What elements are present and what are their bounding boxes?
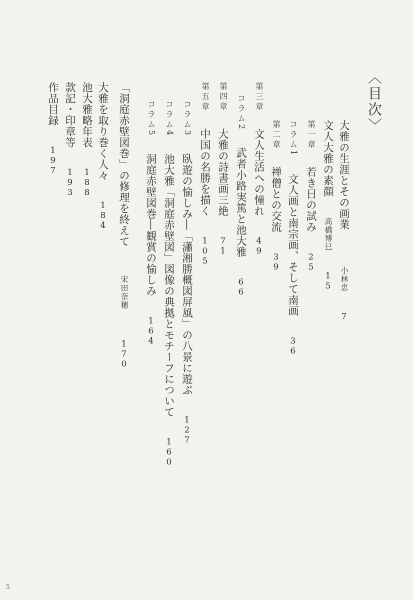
entry-author: 小林忠 (340, 266, 349, 292)
entry-title: 大雅を取り巻く人々 (97, 82, 109, 181)
toc-entry (268, 120, 284, 272)
entry-kind: コラム2 (237, 94, 246, 132)
entry-title: 池大雅略年表 (81, 82, 93, 148)
entry-kind: 第一章 (307, 120, 316, 150)
entry-kind: 第二章 (272, 120, 281, 150)
entry-title: 洞庭赤壁図巻―観賞の愉しみ (145, 153, 157, 297)
toc-entry (215, 82, 231, 256)
entry-title: 臥遊の愉しみ―「瀟湘勝概図屏風」の八景に遊ぶ (181, 153, 193, 396)
entry-title: 武者小路実篤と池大雅 (235, 147, 247, 258)
page-number: 5 (6, 584, 10, 591)
entry-title: 文人大雅の素顔 (322, 120, 334, 197)
toc-entry (79, 82, 95, 198)
entry-page: 197 (48, 146, 58, 177)
entry-kind: コラム1 (289, 120, 298, 158)
entry-page: 127 (182, 415, 192, 446)
entry-title: 大雅の詩書画三絶 (217, 128, 229, 217)
toc-entry (233, 94, 249, 297)
entry-title: 作品目録 (47, 82, 59, 126)
toc-entry (179, 100, 195, 445)
entry-page: 49 (254, 236, 264, 257)
entry-kind: コラム5 (147, 100, 156, 138)
entry-page: 71 (218, 236, 228, 257)
entry-page: 25 (306, 252, 316, 273)
toc-entry (336, 120, 352, 322)
entry-kind: 第四章 (219, 82, 228, 112)
toc-entry (197, 82, 213, 266)
toc-entry (161, 100, 177, 467)
toc-entry (285, 120, 301, 356)
entry-page: 15 (323, 271, 333, 292)
entry-page: 188 (82, 168, 92, 199)
entry-page: 193 (65, 168, 75, 199)
entry-page: 7 (339, 311, 349, 322)
entry-page: 170 (119, 339, 129, 370)
entry-title: 文人画と南宗画、そして南画 (287, 173, 299, 317)
toc-entry (116, 82, 132, 369)
entry-kind: 第五章 (201, 82, 210, 112)
entry-kind: 第三章 (255, 82, 264, 112)
entry-page: 36 (288, 336, 298, 357)
entry-title: 款記・印章等 (64, 82, 76, 148)
entry-title: 禅僧との交流 (270, 166, 282, 233)
toc-entry (143, 100, 159, 346)
entry-title: 池大雅「洞庭赤壁図」図像の典拠とモチーフについて (163, 153, 175, 418)
toc-entry (320, 120, 336, 291)
entry-page: 164 (146, 316, 156, 347)
entry-title: 若き日の試み (305, 166, 317, 233)
entry-kind: コラム3 (183, 100, 192, 138)
entry-page: 66 (236, 277, 246, 298)
entry-page: 39 (271, 252, 281, 273)
entry-title: 大雅の生涯とその画業 (338, 120, 350, 230)
toc-entry (303, 120, 319, 272)
entry-page: 184 (98, 201, 108, 232)
entry-page: 105 (200, 236, 210, 267)
toc-entry (45, 82, 61, 176)
entry-title: 「洞庭赤壁図巻」の修理を終えて (118, 82, 130, 247)
entry-title: 中国の名勝を描く (199, 128, 211, 217)
toc-entry (62, 82, 78, 198)
entry-title: 文人生活への憧れ (253, 128, 265, 217)
toc-entry (95, 82, 111, 231)
entry-author: 高橋博巳 (324, 217, 333, 252)
toc-entry (251, 82, 267, 256)
entry-kind: コラム4 (165, 100, 174, 138)
toc-heading: 〈目次〉 (366, 70, 382, 134)
entry-page: 160 (164, 437, 174, 468)
entry-author: 宋田奈穂 (120, 275, 129, 310)
